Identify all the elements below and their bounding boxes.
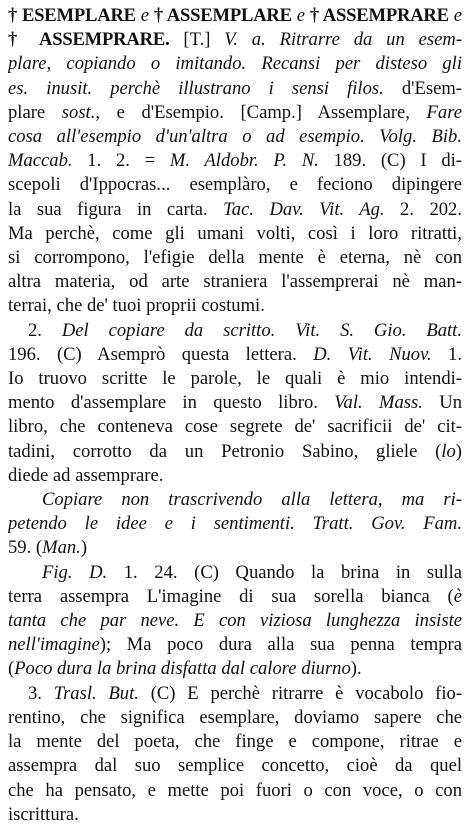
italic-text: Poco dura la brina disfatta dal calore diurno xyxy=(14,658,351,680)
text-line xyxy=(8,415,462,439)
italic-text: lo xyxy=(441,440,456,462)
text-segment: Io truovo scritte le parole, le quali è mio intendi- xyxy=(8,368,462,390)
text-line xyxy=(8,77,462,101)
text-segment: d'Esem- xyxy=(383,77,462,99)
italic-text: nell'imagine xyxy=(8,634,100,656)
text-segment: Un xyxy=(422,392,462,414)
italic-text: plare, copiando o imitando. Recansi per disteso gli xyxy=(8,53,462,75)
text-line xyxy=(8,803,462,827)
italic-text: tanta che par neve. E con viziosa lunghezza insiste xyxy=(8,610,462,632)
headword: † ASSEMPRARE xyxy=(309,5,449,26)
text-segment: si corrompono, l'efigie della mente è eterna, nè con xyxy=(8,247,462,269)
italic-text: e xyxy=(135,5,154,26)
text-line xyxy=(8,343,462,367)
headword: † ESEMPLARE xyxy=(8,5,136,26)
text-segment: 1. 24. (C) Quando la brina in sulla xyxy=(107,561,462,583)
text-line xyxy=(8,561,462,585)
italic-text: sost. xyxy=(61,101,96,123)
headword: † ASSEMPRARE. xyxy=(8,29,170,51)
text-segment: (C) E perchè ritrarre è vocabolo fio- xyxy=(138,682,462,704)
text-segment: mento d'assemplare in questo libro. xyxy=(8,392,335,414)
text-line xyxy=(8,319,462,343)
text-line xyxy=(8,754,462,778)
text-segment: , e d'Esempio. [Camp.] Assemplare, xyxy=(95,101,427,123)
text-line xyxy=(8,779,462,803)
text-segment: terra assempra L'imagine di sua sorella bianca ( xyxy=(8,585,454,607)
text-line xyxy=(8,125,462,149)
text-segment: la mente del poeta, che finge e compone, ritrae e xyxy=(8,731,462,753)
text-segment: 196. (C) Asemprò questa lettera. xyxy=(8,343,314,365)
text-segment: la sua figura in carta. xyxy=(8,198,224,220)
text-line xyxy=(8,198,462,222)
text-line xyxy=(8,585,462,609)
text-line xyxy=(8,391,462,415)
italic-text: Tac. Dav. Vit. Ag. xyxy=(223,198,385,220)
text-segment: 59. ( xyxy=(8,537,43,559)
text-segment: ); Ma poco dura alla sua penna tempra xyxy=(99,634,462,656)
text-segment: [T.] xyxy=(169,29,225,51)
text-line xyxy=(8,730,462,754)
text-segment: ). xyxy=(350,658,362,680)
italic-text: è xyxy=(453,585,462,607)
text-segment: diede ad assemprare. xyxy=(8,464,164,486)
text-line xyxy=(8,512,462,536)
text-line xyxy=(8,149,462,173)
text-segment: 1. 2. = xyxy=(72,150,170,172)
italic-text: e xyxy=(448,5,462,26)
italic-text: V. a. Ritrarre da un esem- xyxy=(224,29,462,51)
text-line xyxy=(8,609,462,633)
text-segment: iscrittura. xyxy=(8,803,79,825)
italic-text: e xyxy=(291,5,310,26)
text-segment: ) xyxy=(455,440,462,462)
italic-text: cosa all'esempio d'un'altra o ad esempio. Volg. Bib. xyxy=(8,126,462,148)
text-line xyxy=(8,536,462,560)
text-segment: 189. (C) I di- xyxy=(318,150,462,172)
italic-text: Trasl. But. xyxy=(53,682,139,704)
headword: † ASSEMPLARE xyxy=(153,5,292,26)
text-segment: plare xyxy=(8,101,62,123)
text-line xyxy=(8,246,462,270)
text-line xyxy=(8,488,462,512)
italic-text: Copiare non trascrivendo alla lettera, ma ri- xyxy=(42,489,462,511)
text-line xyxy=(8,367,462,391)
text-line xyxy=(8,706,462,730)
text-segment: libro, che conteneva cose segrete de' sacrificii de' cit- xyxy=(8,416,462,438)
italic-text: D. Vit. Nuov. xyxy=(313,343,432,365)
text-segment: Ma perchè, come gli umani volti, così i loro ritratti, xyxy=(8,222,462,244)
text-segment: ( xyxy=(8,658,15,680)
italic-text: Val. Mass. xyxy=(334,392,423,414)
text-segment: 2. 202. xyxy=(384,198,462,220)
text-line xyxy=(8,682,462,706)
text-segment: terrai, che de' tuoi proprii costumi. xyxy=(8,295,265,317)
text-segment: rentino, che significa esemplare, doviamo sapere che xyxy=(8,706,462,728)
italic-text: petendo le idee e i sentimenti. Tratt. Gov. Fam. xyxy=(8,513,462,535)
italic-text: M. Aldobr. P. N. xyxy=(169,150,319,172)
text-segment: 1. xyxy=(431,343,462,365)
text-segment: scepoli d'Ippocras... esemplàro, e feciono dipingere xyxy=(8,174,462,196)
text-segment: assempra dal suo semplice concetto, cioè da quel xyxy=(8,755,462,777)
text-line xyxy=(8,52,462,76)
text-segment: 2. xyxy=(28,319,62,341)
text-segment: altra materia, od arte straniera l'assemprerai nè man- xyxy=(8,271,462,293)
text-line xyxy=(8,222,462,246)
text-line xyxy=(8,28,462,52)
text-line xyxy=(8,173,462,197)
text-segment: che ha pensato, e mette poi fuori o con voce, o con xyxy=(8,779,462,801)
italic-text: Maccab. xyxy=(8,150,73,172)
text-segment: tadini, corrotto da un Petronio Sabino, gliele ( xyxy=(8,440,442,462)
text-line xyxy=(8,633,462,657)
italic-text: Man. xyxy=(42,537,81,559)
text-line xyxy=(8,270,462,294)
text-line xyxy=(8,294,462,318)
italic-text: Fig. D. xyxy=(42,561,108,583)
italic-text: Del copiare da scritto. Vit. S. Gio. Batt. xyxy=(61,319,462,341)
text-line xyxy=(8,657,462,681)
italic-text: es. inusit. perchè illustrano i sensi filos. xyxy=(8,77,384,99)
text-line xyxy=(8,464,462,488)
text-segment: ) xyxy=(80,537,88,559)
dictionary-entry-esemplare xyxy=(8,4,462,827)
text-line xyxy=(8,101,462,125)
text-line xyxy=(8,440,462,464)
text-segment: 3. xyxy=(28,682,54,704)
italic-text: Fare xyxy=(426,101,462,123)
text-line xyxy=(8,4,462,28)
